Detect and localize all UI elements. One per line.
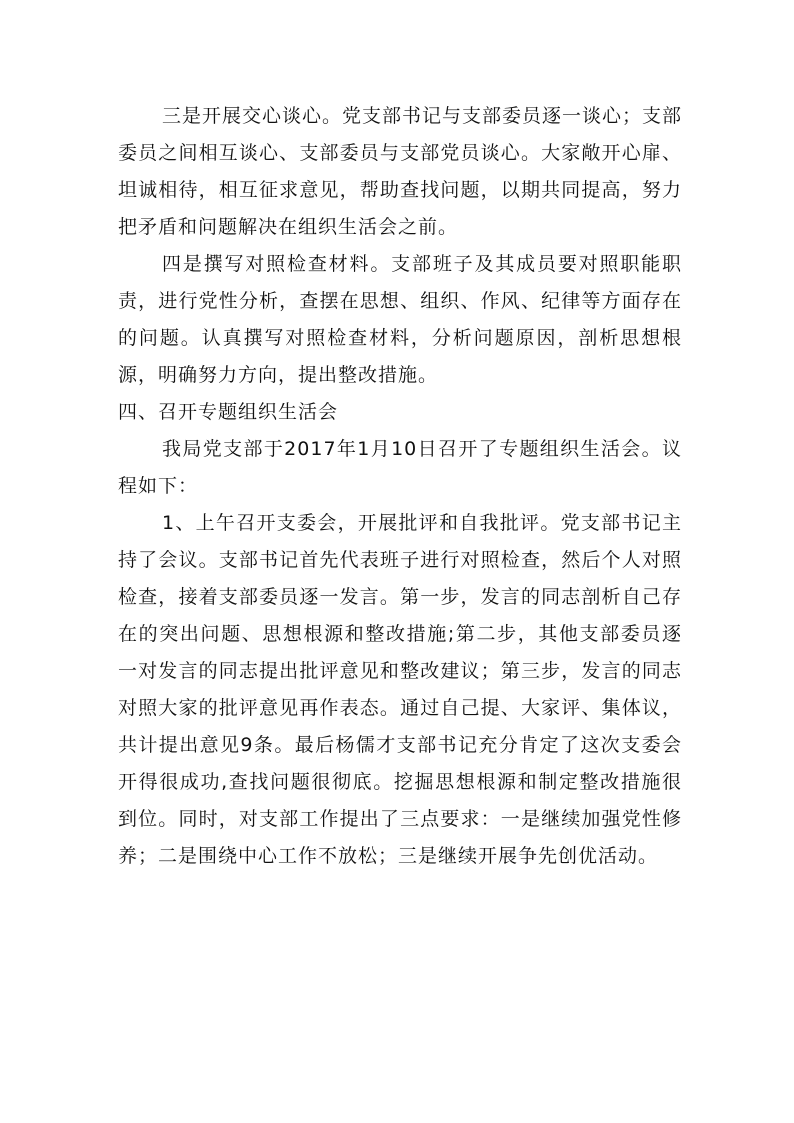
paragraph-meeting-agenda: 1、上午召开支委会，开展批评和自我批评。党支部书记主持了会议。支部书记首先代表班子进行对照检查，然后个人对照检查，接着支部委员逐一发言。第一步，发言的同志剖析自己存在的突出问题、思想根源和整改措施;第二步，其他支部委员逐一对发言的同志提出批评意见和整改建议；第三步，发言的同志对照大家的批评意见再作表态。通过自己提、大家评、集体议，共计提出意见9条。最后杨儒才支部书记充分肯定了这次支委会开得很成功,查找问题很彻底。挖掘思想根源和制定整改措施很到位。同时，对支部工作提出了三点要求：一是继续加强党性修养；二是围绕中心工作不放松；三是继续开展争先创优活动。: [118, 512, 682, 867]
section-heading-meeting: 四、召开专题组织生活会: [118, 401, 339, 423]
document-body: [118, 98, 682, 875]
paragraph-exchange-talks: 三是开展交心谈心。党支部书记与支部委员逐一谈心；支部委员之间相互谈心、支部委员与支部党员谈心。大家敞开心扉、坦诚相待，相互征求意见，帮助查找问题，以期共同提高，努力把矛盾和问题解决在组织生活会之前。: [118, 105, 683, 238]
paragraph-self-check-materials: 四是撰写对照检查材料。支部班子及其成员要对照职能职责，进行党性分析，查摆在思想、组织、作风、纪律等方面存在的问题。认真撰写对照检查材料，分析问题原因，剖析思想根源，明确努力方向，提出整改措施。: [118, 253, 682, 386]
paragraph-meeting-date: 我局党支部于2017年1月10日召开了专题组织生活会。议程如下：: [118, 438, 682, 497]
